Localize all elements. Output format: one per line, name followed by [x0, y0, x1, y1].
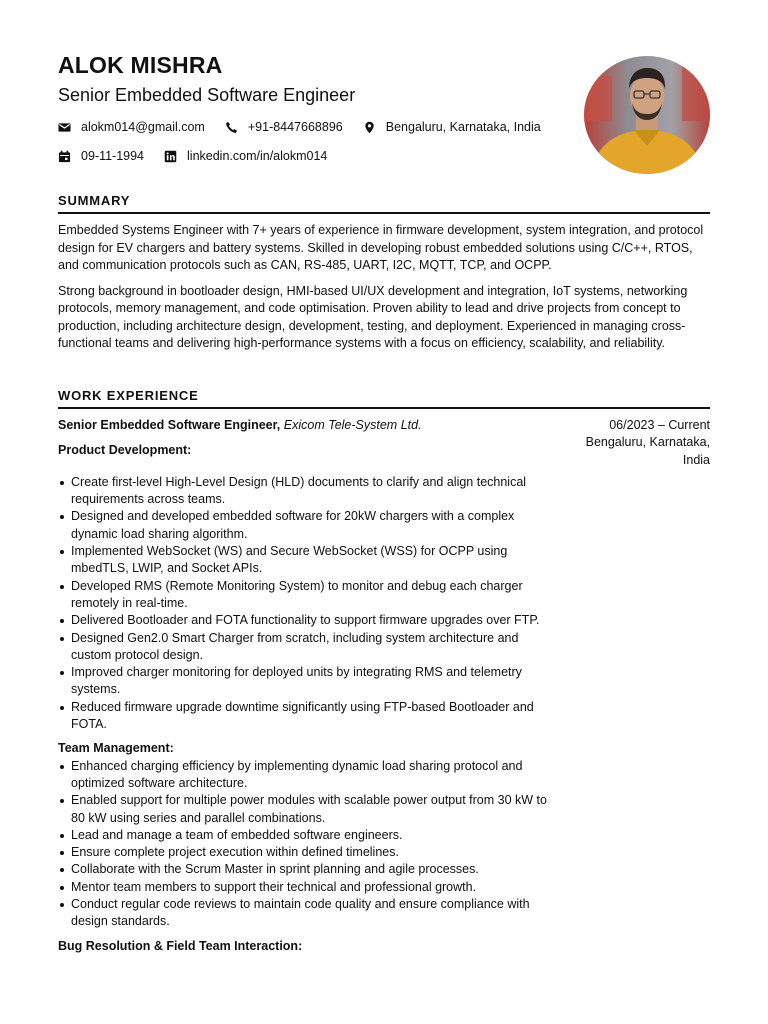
list-item: Create first-level High-Level Design (HLD) documents to clarify and align technical requirements across teams. — [58, 474, 550, 509]
summary-paragraph: Strong background in bootloader design, HMI-based UI/UX development and integration, IoT systems, networking protocols, memory management, and code optimisation. Proven ability to lead and drive projects from concept to production, including architecture design, development, testing, and deployment. Experienced in managing cross-functional teams and delivering high-performance systems with a focus on efficiency, scalability, and reliability. — [58, 283, 688, 350]
list-item: Collaborate with the Scrum Master in sprint planning and agile processes. — [58, 861, 550, 878]
job-meta — [560, 417, 710, 469]
list-item: Designed Gen2.0 Smart Charger from scratch, including system architecture and custom protocol design. — [58, 630, 550, 665]
list-item: Designed and developed embedded software for 20kW chargers with a complex dynamic load sharing algorithm. — [58, 508, 550, 543]
product-development-list — [58, 474, 550, 733]
envelope-icon — [58, 121, 71, 134]
job-company: Exicom Tele-System Ltd. — [283, 418, 422, 432]
summary-paragraph: Embedded Systems Engineer with 7+ years of experience in firmware development, system integration, and protocol design for EV chargers and battery systems. Skilled in developing robust embedded solutions using C/C++, RTOS, and communication protocols such as CAN, RS-485, UART, I2C, MQTT, TCP, and OCPP. — [58, 223, 704, 272]
candidate-name: ALOK MISHRA — [58, 52, 223, 78]
linkedin-text: linkedin.com/in/alokm014 — [187, 149, 328, 163]
phone-icon — [225, 121, 238, 134]
list-item: Delivered Bootloader and FOTA functionality to support firmware upgrades over FTP. — [58, 612, 550, 629]
dob-contact — [58, 147, 144, 165]
work-experience-heading: WORK EXPERIENCE — [58, 388, 710, 409]
list-item: Implemented WebSocket (WS) and Secure WebSocket (WSS) for OCPP using mbedTLS, LWIP, and Socket APIs. — [58, 543, 550, 578]
email-contact[interactable] — [58, 118, 205, 136]
list-item: Developed RMS (Remote Monitoring System) to monitor and debug each charger remotely in real-time. — [58, 578, 550, 613]
job-location: Bengaluru, Karnataka, India — [585, 435, 710, 467]
job-header — [58, 417, 710, 469]
location-text: Bengaluru, Karnataka, India — [385, 120, 541, 134]
list-item: Mentor team members to support their technical and professional growth. — [58, 879, 550, 896]
list-item: Enhanced charging efficiency by implementing dynamic load sharing protocol and optimized software architecture. — [58, 758, 550, 793]
summary-heading: SUMMARY — [58, 193, 710, 214]
work-experience-section — [58, 388, 710, 955]
job-dates: 06/2023 – Current — [609, 418, 710, 432]
group-heading: Product Development: — [58, 443, 192, 458]
location-pin-icon — [363, 121, 376, 134]
summary-section — [58, 193, 710, 353]
list-item: Ensure complete project execution within defined timelines. — [58, 844, 550, 861]
group-heading: Team Management: — [58, 741, 174, 756]
list-item: Reduced firmware upgrade downtime significantly using FTP-based Bootloader and FOTA. — [58, 699, 550, 734]
profile-photo — [584, 56, 710, 174]
job-role: Senior Embedded Software Engineer, — [58, 418, 281, 432]
dob-text: 09-11-1994 — [81, 149, 145, 163]
list-item: Lead and manage a team of embedded software engineers. — [58, 827, 550, 844]
linkedin-icon — [164, 150, 177, 163]
list-item: Enabled support for multiple power modules with scalable power output from 30 kW to 80 kW using series and parallel combinations. — [58, 792, 550, 827]
team-management-list — [58, 758, 550, 931]
list-item: Conduct regular code reviews to maintain code quality and ensure compliance with design standards. — [58, 896, 550, 931]
job-title: Senior Embedded Software Engineer — [58, 85, 356, 105]
group-heading: Bug Resolution & Field Team Interaction: — [58, 938, 303, 953]
phone-text: +91-8447668896 — [247, 120, 343, 134]
linkedin-contact[interactable] — [164, 147, 327, 165]
location-contact — [363, 118, 541, 136]
calendar-icon — [58, 150, 71, 163]
list-item: Improved charger monitoring for deployed units by integrating RMS and telemetry systems. — [58, 664, 550, 699]
email-text: alokm014@gmail.com — [81, 120, 205, 134]
job-role-line — [58, 417, 558, 469]
phone-contact[interactable] — [225, 118, 343, 136]
